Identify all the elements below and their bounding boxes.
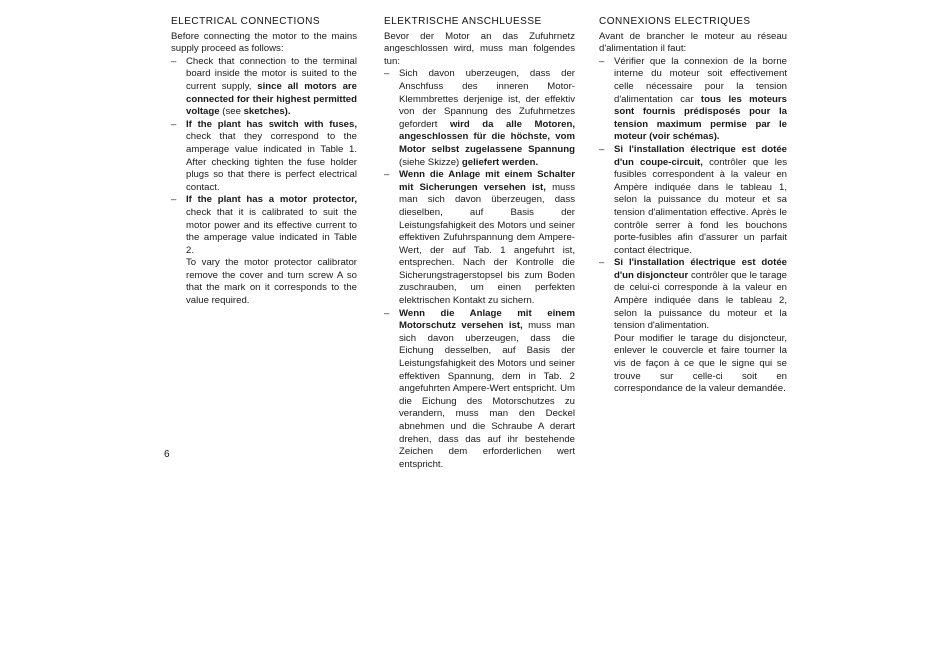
text-run: Vérifier que la connexion de la borne interne du moteur soit effectivement celle nécessaire pour la tension d'alimentation car — [614, 55, 787, 105]
french-continuation — [599, 333, 787, 396]
bold-run: sketches). — [243, 106, 291, 118]
french-heading: CONNEXIONS ELECTRIQUES — [599, 16, 751, 27]
dash: – — [171, 55, 177, 67]
text-run: Sich davon uberzeugen, dass der Anschfuss des inneren Motor-Klemmbrettes derjenige ist, der effektiv von der Spannung des Zufuhrnetzes gefordert — [399, 68, 575, 130]
french-intro: Avant de brancher le moteur au réseau d'alimentation il faut: — [599, 30, 787, 55]
text-run: muss man sich davon uberzeugen, dass die Eichung desselben, auf Basis der Leistungsfahigkeit des Motors und seiner effektiven Spannung, dem in Tab. 2 angefuhrten Ampere-Wert entspricht. Um die Eichung des Motorschutzes zu verandern, muss man den Deckel abnehmen und die Schraube A derart drehen, dass das auf ihr bestehende Zeichen dem erforderlichen wert entspricht. — [399, 320, 575, 470]
text-run: (see — [219, 106, 244, 118]
english-item-1 — [171, 56, 357, 119]
dash: – — [384, 68, 390, 80]
text-run: contrôler que le tarage de celui-ci corresponde à la valeur en Ampère indiquée dans le tableau 2, selon la puissance du moteur et la tension d'alimentation. — [614, 269, 787, 332]
german-item-2 — [384, 169, 575, 308]
german-item-1 — [384, 68, 575, 169]
text-run: check that it is calibrated to suit the motor power and its effective current to the amperage value indicated in Table 2. — [186, 206, 357, 256]
german-heading: ELEKTRISCHE ANSCHLUESSE — [384, 16, 542, 27]
dash: – — [384, 307, 390, 319]
english-column — [171, 16, 357, 308]
text-run: demandée. — [737, 383, 786, 395]
french-column — [599, 16, 787, 396]
english-continuation: To vary the motor protector calibrator remove the cover and turn screw A so that the mark on it corresponds to the value required. — [186, 257, 357, 307]
bold-run: Wenn die Anlage mit einem Schalter mit Sicherungen versehen ist, — [399, 169, 575, 193]
german-intro: Bevor der Motor an das Zufuhrnetz angeschlossen wird, muss man folgendes tun: — [384, 30, 575, 67]
text-run: contrôler que les fusibles correspondent à la valeur en Ampère indiquée dans le tableau 1, selon la puissance du moteur et sa tension d'alimentation effective. Après le contrôle serrer à fond les bouchons porte-fusibles afin d'assurer un parfait contact électrique. — [614, 156, 788, 256]
bold-run: Si l'installation électrique est dotée d'un disjoncteur — [614, 257, 787, 281]
text-run: Check that connection to the terminal board inside the motor is suited to the current supply, — [186, 55, 357, 92]
text-run: muss man sich davon überzeugen, dass dieselben, auf Basis der Leistungsfahigkeit des Motors und seiner effektiven Zufuhrspannung dem Ampere-Wert, der auf Tab. 1 angefuhrt ist, entsprechen. Nach der Kontrolle die Sicherungstragerstopsel bis zum Boden zuschrauben, um einen perfekten elektrischen Kontakt zu sichern. — [399, 181, 575, 307]
dash: – — [599, 143, 605, 155]
text-run: (siehe Skizze) — [399, 156, 462, 168]
dash: – — [599, 55, 605, 67]
dash: – — [171, 118, 177, 130]
text-run: Pour modifier le tarage du disjoncteur, enlever le couvercle et faire tourner la vis de façon à ce que le signe qui se trouve sur celle-ci soit en correspondance de la valeur — [614, 332, 787, 395]
dash: – — [171, 194, 177, 206]
english-item-2 — [171, 119, 357, 195]
french-item-3 — [599, 257, 787, 333]
bold-run: geliefert werden. — [461, 156, 539, 168]
french-item-1 — [599, 56, 787, 144]
dash: – — [384, 169, 390, 181]
bold-run: wird da alle Motoren, angeschlossen für die höchste, vom Motor selbst zugelassene Spannung — [399, 118, 575, 155]
text-run: check that they correspond to the amperage value indicated in Table 1. After checking tighten the fuse holder plugs so that there is perfect electrical contact. — [186, 131, 357, 193]
french-item-2 — [599, 144, 787, 257]
german-item-3 — [384, 308, 575, 472]
bold-run: If the plant has switch with fuses, — [186, 118, 357, 130]
german-column — [384, 16, 575, 471]
bold-run: Wenn die Anlage mit einem Motorschutz versehen ist, — [399, 307, 575, 332]
bold-run: Si l'installation électrique est dotée d'un coupe-circuit, — [614, 143, 787, 168]
page-number: 6 — [164, 449, 170, 460]
english-item-3 — [171, 194, 357, 257]
bold-run: If the plant has a motor protector, — [186, 194, 357, 206]
bold-run: since all motors are connected for their highest permitted voltage — [186, 80, 357, 118]
dash: – — [599, 257, 605, 269]
english-heading: ELECTRICAL CONNECTIONS — [171, 16, 320, 27]
english-intro: Before connecting the motor to the mains supply proceed as follows: — [171, 30, 357, 55]
bold-run: tous les moteurs sont fournis prédisposés pour la tension maximum permise par le moteur (voir schémas). — [614, 93, 787, 143]
